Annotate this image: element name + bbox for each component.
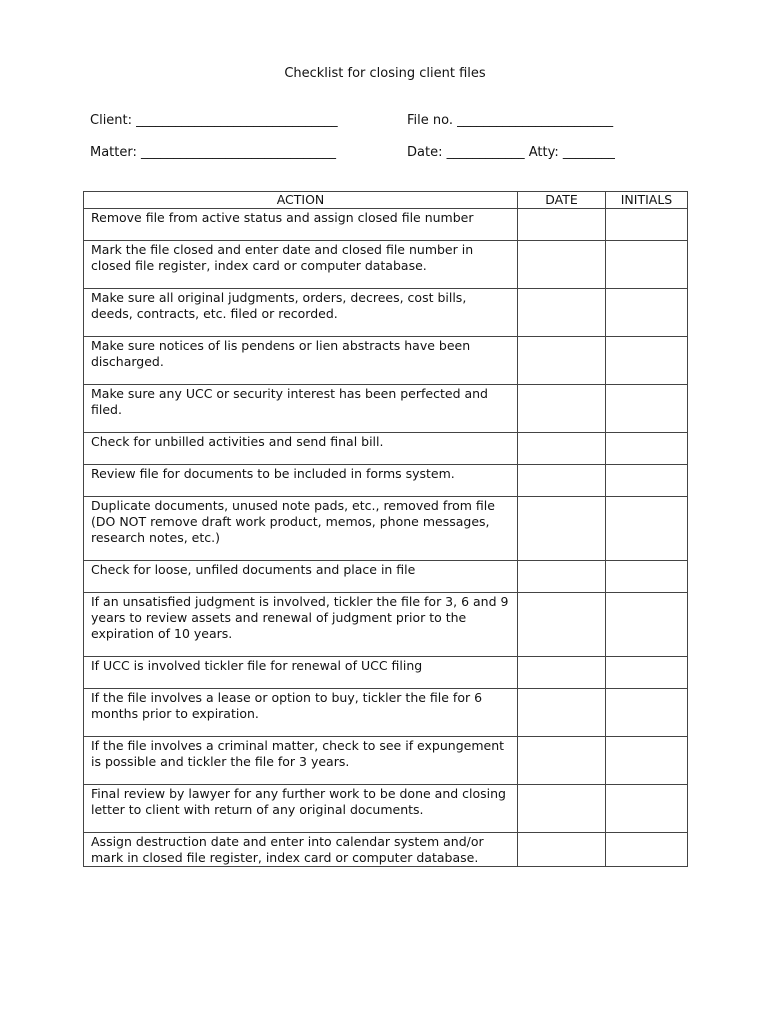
table-row xyxy=(84,385,688,433)
table-row xyxy=(84,689,688,737)
action-cell: If an unsatisfied judgment is involved, tickler the file for 3, 6 and 9 years to review assets and renewal of judgment prior to the expiration of 10 years. xyxy=(84,593,518,657)
action-cell: Review file for documents to be included in forms system. xyxy=(84,465,518,497)
table-row xyxy=(84,497,688,561)
date-cell[interactable] xyxy=(518,657,606,689)
table-row xyxy=(84,289,688,337)
initials-cell[interactable] xyxy=(606,689,688,737)
action-cell: Remove file from active status and assign closed file number xyxy=(84,209,518,241)
date-cell[interactable] xyxy=(518,737,606,785)
table-row xyxy=(84,209,688,241)
action-cell: Make sure notices of lis pendens or lien abstracts have been discharged. xyxy=(84,337,518,385)
table-row xyxy=(84,833,688,867)
date-atty-field: Date: ____________ Atty: ________ xyxy=(407,145,615,160)
checklist-table xyxy=(83,191,688,867)
date-cell[interactable] xyxy=(518,785,606,833)
initials-cell[interactable] xyxy=(606,561,688,593)
initials-cell[interactable] xyxy=(606,385,688,433)
initials-cell[interactable] xyxy=(606,657,688,689)
date-cell[interactable] xyxy=(518,209,606,241)
initials-cell[interactable] xyxy=(606,833,688,867)
action-cell: Make sure any UCC or security interest has been perfected and filed. xyxy=(84,385,518,433)
date-cell[interactable] xyxy=(518,465,606,497)
date-cell[interactable] xyxy=(518,241,606,289)
initials-cell[interactable] xyxy=(606,289,688,337)
page-title: Checklist for closing client files xyxy=(284,66,486,81)
initials-cell[interactable] xyxy=(606,593,688,657)
table-row xyxy=(84,785,688,833)
table-row xyxy=(84,465,688,497)
action-cell: Duplicate documents, unused note pads, etc., removed from file (DO NOT remove draft work product, memos, phone messages, research notes, etc.) xyxy=(84,497,518,561)
matter-field: Matter: ______________________________ xyxy=(90,145,337,160)
table-row xyxy=(84,561,688,593)
file-number-field: File no. ________________________ xyxy=(407,113,614,128)
date-cell[interactable] xyxy=(518,385,606,433)
date-cell[interactable] xyxy=(518,561,606,593)
column-header-initials: INITIALS xyxy=(606,192,688,209)
table-header-row xyxy=(84,192,688,209)
action-cell: Check for loose, unfiled documents and place in file xyxy=(84,561,518,593)
action-cell: Final review by lawyer for any further work to be done and closing letter to client with return of any original documents. xyxy=(84,785,518,833)
initials-cell[interactable] xyxy=(606,209,688,241)
table-row xyxy=(84,737,688,785)
table-row xyxy=(84,433,688,465)
action-cell: Mark the file closed and enter date and closed file number in closed file register, index card or computer database. xyxy=(84,241,518,289)
date-cell[interactable] xyxy=(518,497,606,561)
initials-cell[interactable] xyxy=(606,337,688,385)
table-row xyxy=(84,337,688,385)
initials-cell[interactable] xyxy=(606,241,688,289)
table-row xyxy=(84,657,688,689)
initials-cell[interactable] xyxy=(606,737,688,785)
initials-cell[interactable] xyxy=(606,465,688,497)
date-cell[interactable] xyxy=(518,833,606,867)
date-cell[interactable] xyxy=(518,289,606,337)
action-cell: If the file involves a criminal matter, check to see if expungement is possible and tickler the file for 3 years. xyxy=(84,737,518,785)
date-cell[interactable] xyxy=(518,433,606,465)
column-header-action: ACTION xyxy=(84,192,518,209)
action-cell: If the file involves a lease or option to buy, tickler the file for 6 months prior to expiration. xyxy=(84,689,518,737)
action-cell: If UCC is involved tickler file for renewal of UCC filing xyxy=(84,657,518,689)
action-cell: Check for unbilled activities and send final bill. xyxy=(84,433,518,465)
initials-cell[interactable] xyxy=(606,785,688,833)
table-row xyxy=(84,241,688,289)
client-field: Client: _______________________________ xyxy=(90,113,338,128)
date-cell[interactable] xyxy=(518,689,606,737)
date-cell[interactable] xyxy=(518,337,606,385)
initials-cell[interactable] xyxy=(606,433,688,465)
action-cell: Assign destruction date and enter into calendar system and/or mark in closed file register, index card or computer database. xyxy=(84,833,518,867)
action-cell: Make sure all original judgments, orders, decrees, cost bills, deeds, contracts, etc. filed or recorded. xyxy=(84,289,518,337)
column-header-date: DATE xyxy=(518,192,606,209)
date-cell[interactable] xyxy=(518,593,606,657)
table-row xyxy=(84,593,688,657)
initials-cell[interactable] xyxy=(606,497,688,561)
